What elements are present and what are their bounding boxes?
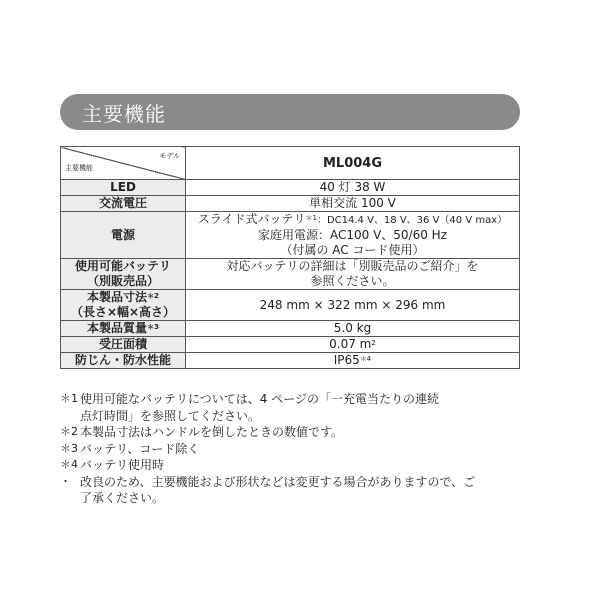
row-label: 電源 bbox=[61, 212, 186, 259]
row-value: $IP65^{*4}$ bbox=[186, 353, 520, 369]
footnote: ＊3 バッテリ、コード除く bbox=[60, 441, 200, 456]
power-line-2: 家庭用電源：AC100 V、50/60 Hz bbox=[257, 228, 448, 242]
row-label: 交流電圧 bbox=[61, 196, 186, 212]
row-value: 単相交流 100 V bbox=[186, 196, 520, 212]
table-header-row bbox=[61, 147, 520, 180]
row-value: 0.07 $m^2$ bbox=[186, 337, 520, 353]
unit-exponent: 2 bbox=[371, 339, 376, 347]
footnote-mark: ＊4 bbox=[60, 458, 78, 471]
row-value: 40 灯 38 W bbox=[186, 180, 520, 196]
footnote-mark: ＊1 bbox=[305, 214, 317, 222]
footnote: ＊2 本製品寸法はハンドルを倒したときの数値です。 bbox=[60, 425, 344, 439]
table-row bbox=[61, 259, 520, 290]
table-row bbox=[61, 353, 520, 369]
footnote: ・ 改良のため、主要機能および形状などは変更する場合がありますので、ご 了承ください。 bbox=[60, 474, 476, 505]
footnote: ＊1 使用可能なバッテリについては、4 ページの「一充電当たりの連続 点灯時間」を参照してください。 bbox=[60, 392, 439, 423]
footnote-mark: ＊3 bbox=[60, 441, 78, 455]
row-value: 5.0 kg bbox=[186, 321, 520, 337]
footnote: ＊4 バッテリ使用時 bbox=[60, 458, 165, 472]
table-row bbox=[61, 321, 520, 337]
footnote-mark: ＊2 bbox=[60, 425, 78, 438]
footnote-mark: ＊3 bbox=[147, 323, 159, 331]
table-row bbox=[61, 212, 520, 259]
table-row bbox=[61, 196, 520, 212]
row-label: LED bbox=[61, 180, 186, 196]
row-label: 受圧面積 bbox=[61, 337, 186, 353]
table-row bbox=[61, 180, 520, 196]
row-value bbox=[186, 212, 520, 259]
power-line-3: （付属の AC コード使用） bbox=[280, 243, 425, 257]
model-caption: モデル bbox=[159, 152, 180, 160]
row-label: 本製品質量$^{*3}$ bbox=[61, 321, 186, 337]
row-label: 防じん・防水性能 bbox=[61, 353, 186, 369]
row-label: 本製品寸法$^{*2}$ （長さ×幅×高さ） bbox=[61, 290, 186, 321]
row-label: 使用可能バッテリ （別販売品） bbox=[61, 259, 186, 290]
footnote-mark: ＊2 bbox=[147, 292, 159, 300]
row-value: 対応バッテリの詳細は「別販売品のご紹介」を 参照ください。 bbox=[186, 259, 520, 290]
row-value: 248 mm × 322 mm × 296 mm bbox=[186, 290, 520, 321]
footnote-mark: ＊1 bbox=[60, 392, 78, 405]
power-line-1: スライド式バッテリ$^{*1}$：DC14.4 V、18 V、36 V（40 V max） bbox=[197, 212, 508, 226]
table-row bbox=[61, 290, 520, 321]
header-diagonal-cell bbox=[61, 147, 186, 180]
bullet-mark: ・ bbox=[60, 474, 71, 488]
spec-table bbox=[60, 146, 520, 369]
footnotes bbox=[60, 391, 530, 507]
section-title: 主要機能 bbox=[82, 102, 166, 126]
section-banner bbox=[60, 94, 520, 130]
features-caption: 主要機能 bbox=[65, 164, 93, 172]
table-row bbox=[61, 337, 520, 353]
footnote-mark: ＊4 bbox=[359, 355, 372, 363]
model-name: ML004G bbox=[186, 147, 520, 180]
